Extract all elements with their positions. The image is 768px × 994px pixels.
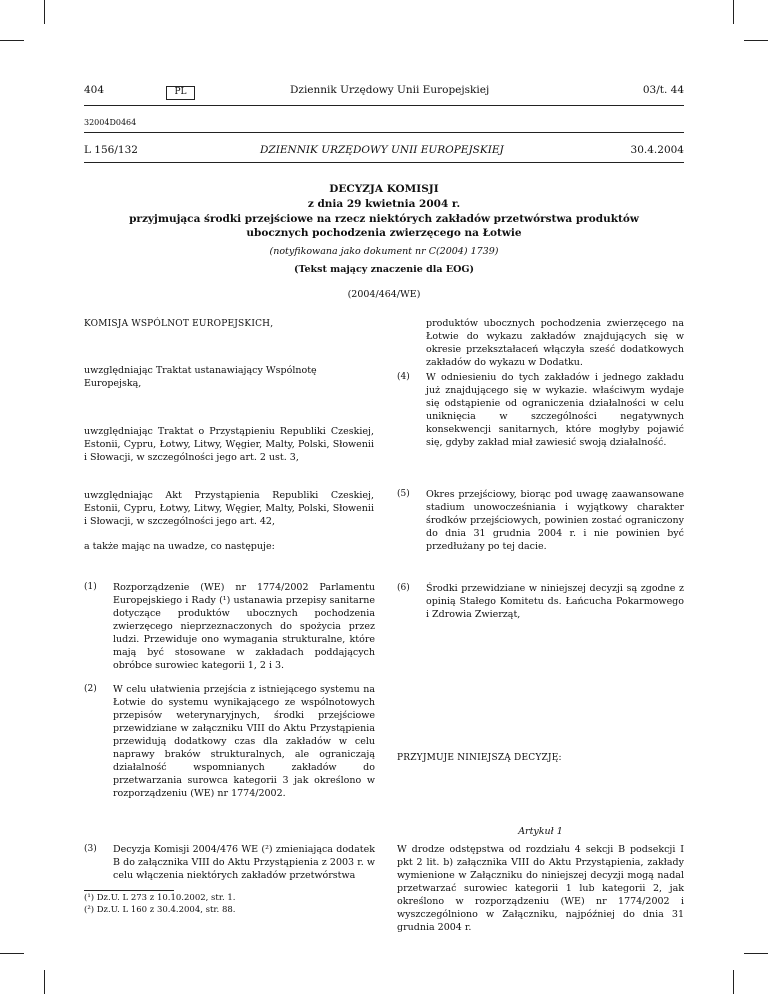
crop-mark	[733, 0, 734, 24]
article-heading: Artykuł 1	[518, 826, 563, 837]
eea-note: (Tekst mający znaczenie dla EOG)	[294, 264, 474, 275]
citation-treaty-ec: uwzględniając Traktat ustanawiający Wspólnotę Europejską,	[84, 365, 317, 389]
volume: 03/t. 44	[642, 84, 684, 96]
recital-number: (6)	[397, 583, 410, 593]
recital-number: (2)	[84, 684, 97, 694]
decision-subject-2: ubocznych pochodzenia zwierzęcego na Łotwie	[246, 227, 522, 239]
language-badge: PL	[166, 86, 195, 100]
whereas-intro: a także mając na uwadze, co następuje:	[84, 541, 275, 552]
page-number: 404	[84, 84, 105, 96]
crop-mark	[0, 40, 24, 41]
footnote-rule	[84, 890, 174, 891]
footnote-2: (²) Dz.U. L 160 z 30.4.2004, str. 88.	[84, 905, 236, 915]
crop-mark	[744, 40, 768, 41]
crop-mark	[44, 0, 45, 24]
decision-title: DECYZJA KOMISJI	[329, 183, 439, 195]
recital-3-continued: produktów ubocznych pochodzenia zwierzęcego na Łotwie do wykazu zakładów znajdujących się w okresie przekształaceń włączyła sześć dodatkowych zakładów do wykazu w Dodatku.	[426, 318, 684, 368]
recital-2: W celu ułatwienia przejścia z istniejącego systemu na Łotwie do systemu wynikającego ze wspólnotowych przepisów weterynaryjnych, środki przejściowe przewidziane w załączniku VIII do Aktu Przystąpienia przewidują dodatkowy czas dla zakładów w celu naprawy braków strukturalnych, ale ograniczają działalność wspomnianych zakładów do przetwarzania surowca kategorii 3 jak określono w rozporządzeniu (WE) nr 1774/2002.	[113, 684, 375, 799]
notified-note: (notyfikowana jako dokument nr C(2004) 1739)	[269, 246, 499, 257]
crop-mark	[44, 970, 45, 994]
recital-1: Rozporządzenie (WE) nr 1774/2002 Parlamentu Europejskiego i Rady (¹) ustanawia przepisy sanitarne dotyczące produktów ubocznych pochodzenia zwierzęcego nieprzeznaczonych do spożycia przez ludzi. Przewiduje ono wymagania strukturalne, które mają być stosowane w zakładach poddających obróbce surowiec kategorii 1, 2 i 3.	[113, 582, 375, 671]
recital-5: Okres przejściowy, biorąc pod uwagę zaawansowane stadium unowocześniania i wyjątkowy charakter środków przejściowych, powinien zostać ograniczony do dnia 31 grudnia 2004 r. i nie powinien być przedłużany po tej dacie.	[426, 489, 684, 552]
subheader-rule	[84, 162, 684, 163]
commission-heading: KOMISJA WSPÓLNOT EUROPEJSKICH,	[84, 319, 274, 329]
celex-number: 32004D0464	[84, 118, 137, 127]
recital-number: (1)	[84, 582, 97, 592]
article-1-text: W drodze odstępstwa od rozdziału 4 sekcji B podsekcji I pkt 2 lit. b) załącznika VIII do Aktu Przystąpienia, zakłady wymienione w Załączniku do niniejszej decyzji mogą nadal przetwarzać surowiec kategorii 1 lub kategorii 2, jak określono w rozporządzeniu (WE) nr 1774/2002 i wyszczególniono w Załączniku, najpóźniej do dnia 31 grudnia 2004 r.	[397, 844, 684, 933]
oj-date: 30.4.2004	[630, 144, 684, 156]
journal-title: Dziennik Urzędowy Unii Europejskiej	[290, 84, 490, 96]
crop-mark	[0, 953, 24, 954]
citation-act-accession: uwzględniając Akt Przystąpienia Republiki Czeskiej, Estonii, Cypru, Łotwy, Litwy, Węgier, Malty, Polski, Słowenii i Słowacji, w szczególności jego art. 42,	[84, 490, 374, 527]
decision-subject-1: przyjmująca środki przejściowe na rzecz niektórych zakładów przetwórstwa produktów	[129, 213, 639, 225]
decision-number: (2004/464/WE)	[347, 289, 421, 300]
oj-reference: L 156/132	[84, 144, 138, 156]
crop-mark	[744, 953, 768, 954]
recital-4: W odniesieniu do tych zakładów i jednego zakładu już znajdującego się w wykazie. właściwym wydaje się odstąpienie od ograniczenia działalności w celu uniknięcia w szczególności negatywnych konsekwencji sanitarnych, które mogłyby pojawić się, gdyby zakład miał zawiesić swoją działalność.	[426, 372, 684, 448]
footnote-1: (¹) Dz.U. L 273 z 10.10.2002, str. 1.	[84, 893, 236, 903]
recital-number: (3)	[84, 844, 97, 854]
recital-6: Środki przewidziane w niniejszej decyzji są zgodne z opinią Stałego Komitetu ds. Łańcucha Pokarmowego i Zdrowia Zwierząt,	[426, 583, 684, 620]
recital-number: (5)	[397, 489, 410, 499]
celex-rule	[84, 132, 684, 133]
crop-mark	[733, 970, 734, 994]
oj-title-caps: DZIENNIK URZĘDOWY UNII EUROPEJSKIEJ	[260, 144, 504, 156]
recital-3: Decyzja Komisji 2004/476 WE (²) zmieniająca dodatek B do załącznika VIII do Aktu Przystąpienia z 2003 r. w celu włączenia niektórych zakładów przetwórstwa	[113, 844, 375, 881]
citation-treaty-accession: uwzględniając Traktat o Przystąpieniu Republiki Czeskiej, Estonii, Cypru, Łotwy, Litwy, Węgier, Malty, Polski, Słowenii i Słowacji, w szczególności jego art. 2 ust. 3,	[84, 426, 374, 463]
header-rule	[84, 105, 684, 106]
adopts-heading: PRZYJMUJE NINIEJSZĄ DECYZJĘ:	[397, 753, 562, 763]
recital-number: (4)	[397, 372, 410, 382]
decision-date: z dnia 29 kwietnia 2004 r.	[307, 198, 461, 210]
